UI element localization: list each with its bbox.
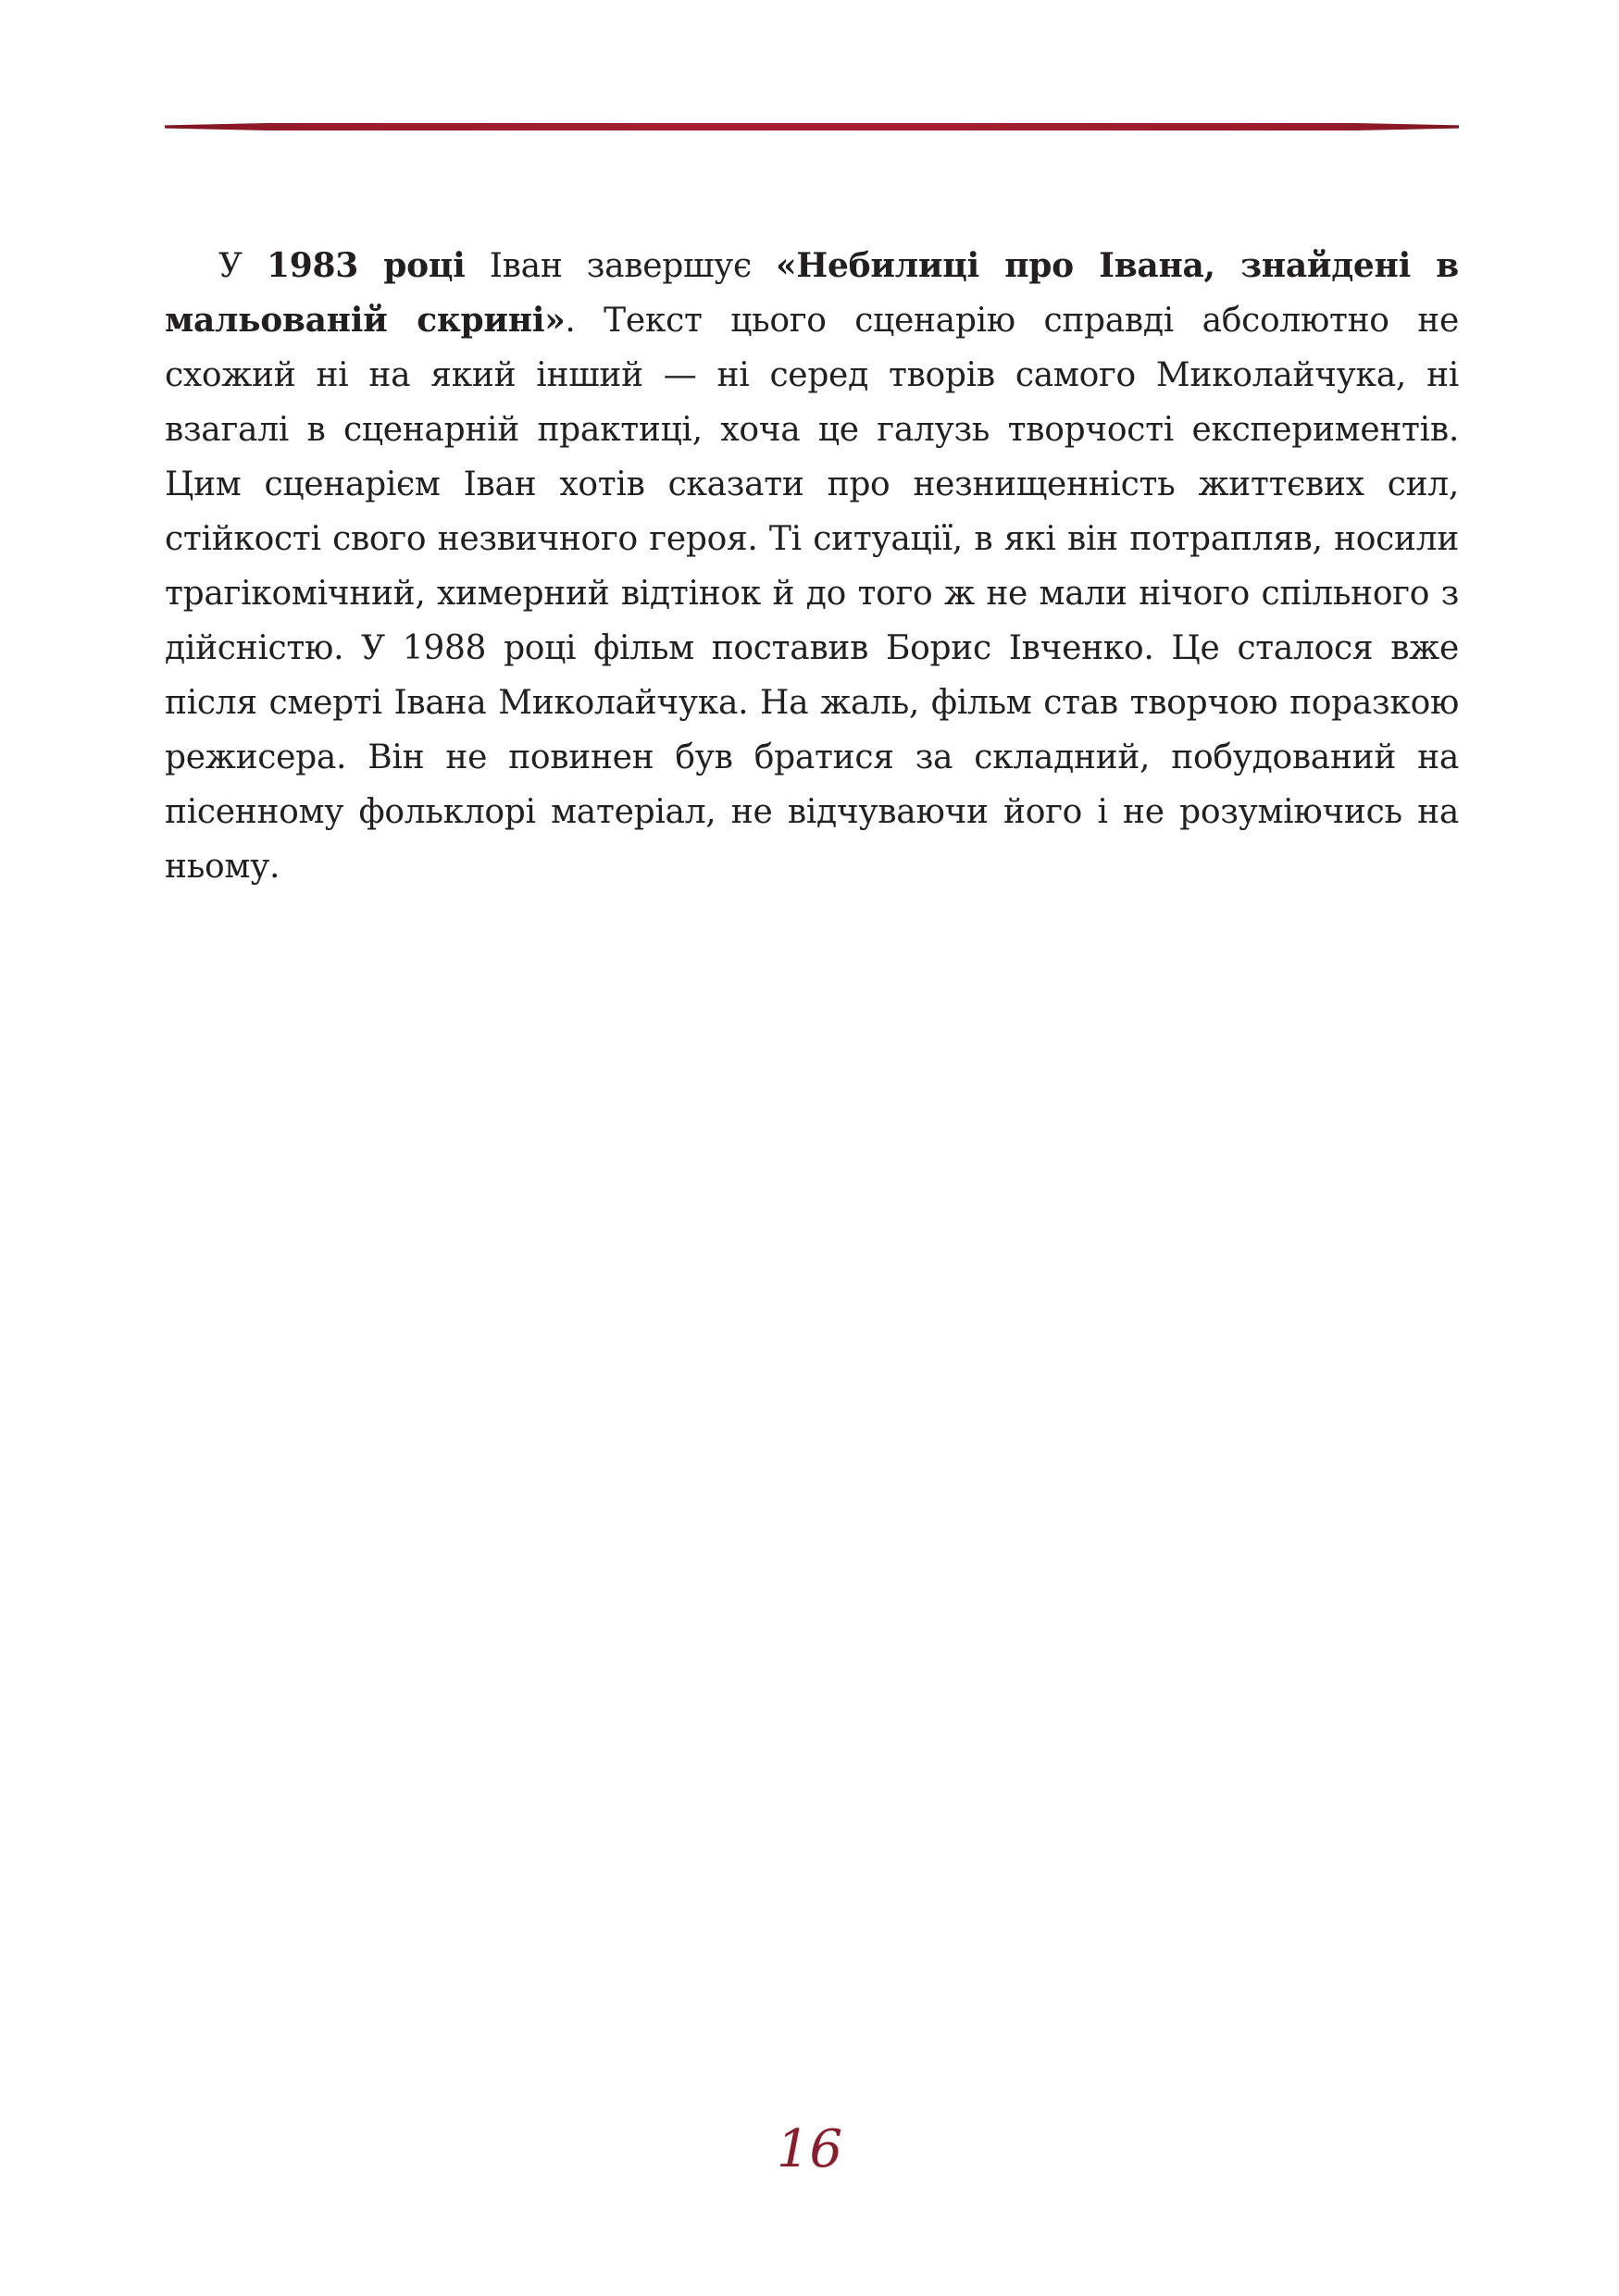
header-rule	[165, 123, 1459, 130]
page-number: 16	[776, 2119, 843, 2179]
paragraph-bold-year: 1983 році	[266, 246, 466, 285]
body-paragraph	[165, 239, 1459, 894]
paragraph-bold-title: «Небилиці про Івана, знайдені в мальованій скрині»	[165, 246, 1460, 340]
paragraph-rest: . Текст цього сценарію справді абсолютно не схожий ні на який інший — ні серед творів самого Миколайчука, ні взагалі в сценарній практиці, хоча це галузь творчості експериментів. Цим сценарієм Іван хотів сказати про незнищенність життєвих сил, стійкості свого незвичного героя. Ті ситуації, в які він потрапляв, носили трагікомічний, химерний відтінок й до того ж не мали нічого спільного з дійсністю. У 1988 році фільм поставив Борис Івченко. Це сталося вже після смерті Івана Миколайчука. На жаль, фільм став творчою поразкою режисера. Він не повинен був братися за складний, побудований на пісенному фольклорі матеріал, не відчуваючи його і не розуміючись на ньому.	[165, 302, 1459, 886]
paragraph-lead-2: Іван завершує	[465, 247, 777, 285]
paragraph-lead-1: У	[218, 247, 267, 285]
